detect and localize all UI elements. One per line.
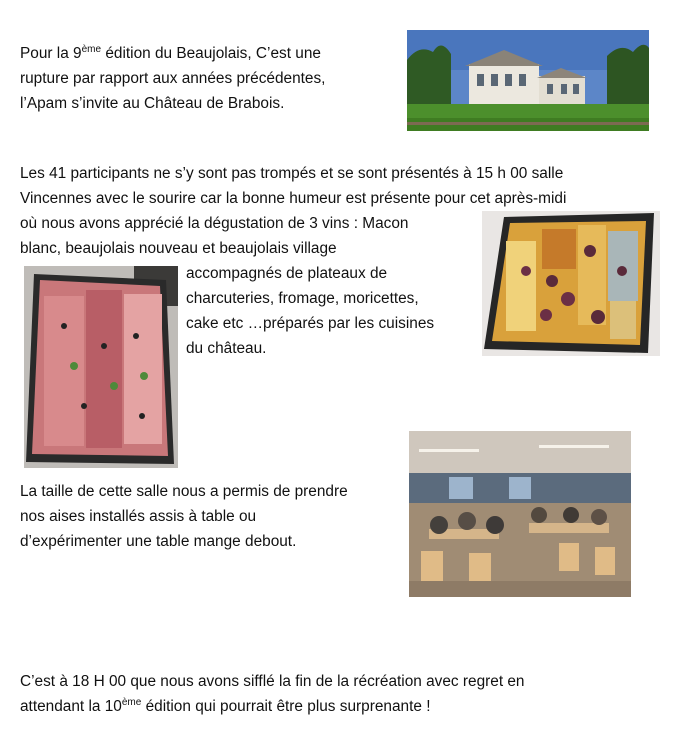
chateau-photo <box>407 30 649 131</box>
ordinal-superscript: ème <box>121 696 142 708</box>
room-line-1: La taille de cette salle nous a permis de prendre <box>20 483 348 500</box>
closing-line-1: C’est à 18 H 00 que nous avons sifflé la fin de la récréation avec regret en <box>20 673 525 690</box>
tasting-room-photo <box>409 431 631 597</box>
participants-line-5: accompagnés de plateaux de <box>186 265 388 282</box>
participants-line-6: charcuteries, fromage, moricettes, <box>186 290 419 307</box>
intro-line-2: rupture par rapport aux années précédentes, <box>20 70 326 87</box>
closing-text: édition qui pourrait être plus surprenante ! <box>141 698 431 715</box>
intro-line-3: l’Apam s’invite au Château de Brabois. <box>20 95 285 112</box>
charcuterie-platter-photo <box>24 266 178 468</box>
participants-line-4: blanc, beaujolais nouveau et beaujolais village <box>20 240 337 257</box>
closing-line-2 <box>20 695 430 720</box>
cheese-platter-photo <box>482 211 660 356</box>
participants-line-8: du château. <box>186 340 267 357</box>
participants-line-2: Vincennes avec le sourire car la bonne humeur est présente pour cet après-midi <box>20 190 567 207</box>
room-line-3: d’expérimenter une table mange debout. <box>20 533 297 550</box>
participants-line-3: où nous avons apprécié la dégustation de 3 vins : Macon <box>20 215 409 232</box>
intro-line-1 <box>20 42 321 67</box>
intro-text: édition du Beaujolais, C’est une <box>101 45 321 62</box>
participants-line-7: cake etc …préparés par les cuisines <box>186 315 435 332</box>
participants-line-1: Les 41 participants ne s’y sont pas trompés et se sont présentés à 15 h 00 salle <box>20 165 564 182</box>
intro-text: Pour la 9 <box>20 45 82 62</box>
ordinal-superscript: ème <box>81 43 102 55</box>
room-line-2: nos aises installés assis à table ou <box>20 508 257 525</box>
closing-text: attendant la 10 <box>20 698 122 715</box>
